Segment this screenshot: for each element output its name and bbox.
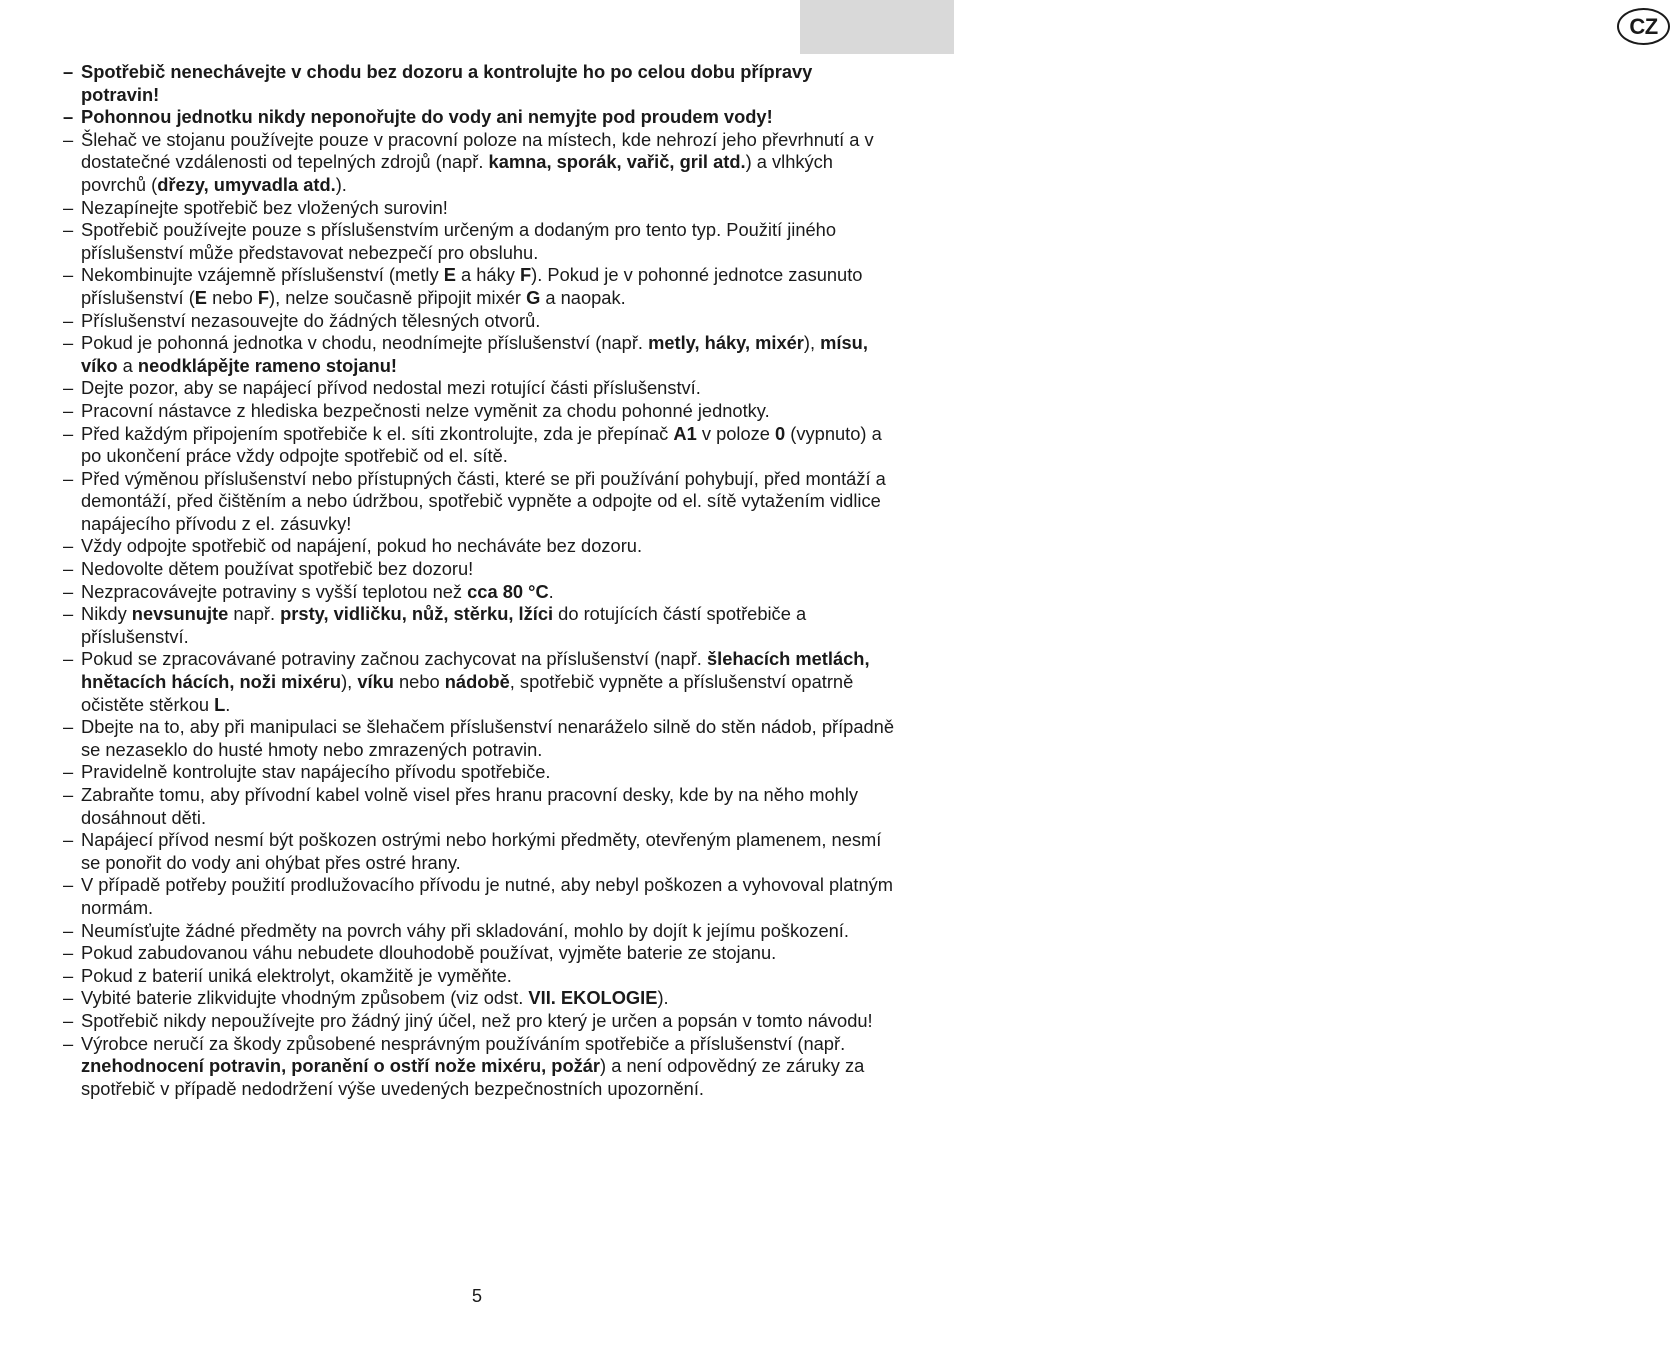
- item-text: a naopak.: [540, 286, 626, 308]
- list-item: [63, 874, 895, 919]
- list-dash: –: [63, 784, 74, 805]
- item-text: .: [225, 693, 231, 715]
- list-dash: –: [63, 219, 74, 241]
- item-text: ) a vlhkých povrchů (: [81, 151, 833, 195]
- item-text: znehodnocení potravin, poranění o ostří nože mixéru, požár: [81, 1055, 601, 1077]
- list-dash: –: [63, 558, 74, 580]
- item-text: nádobě: [444, 671, 510, 693]
- list-item: [63, 423, 895, 468]
- item-text: metly, háky, mixér: [648, 332, 804, 354]
- list-item: [63, 987, 895, 1010]
- list-dash: –: [63, 332, 74, 354]
- list-item: [63, 468, 895, 536]
- list-dash: –: [63, 761, 74, 783]
- item-text: E: [443, 264, 456, 286]
- language-badge: CZ: [1617, 8, 1670, 45]
- item-text: ),: [341, 671, 358, 693]
- safety-instructions-list: [63, 61, 895, 1100]
- page-number: 5: [471, 1285, 483, 1306]
- item-text: Pracovní nástavce z hlediska bezpečnosti nelze vyměnit za chodu pohonné jednotky.: [81, 399, 770, 421]
- list-dash: –: [63, 61, 74, 82]
- list-dash: –: [63, 964, 74, 986]
- item-text: Nezpracovávejte potraviny s vyšší teplotou než: [81, 580, 468, 602]
- item-text: VII. EKOLOGIE: [528, 987, 658, 1009]
- list-item: [63, 219, 895, 264]
- list-dash: –: [63, 309, 74, 331]
- item-text: Nikdy: [81, 603, 132, 625]
- item-text: Pravidelně kontrolujte stav napájecího přívodu spotřebiče.: [81, 761, 551, 783]
- item-text: .: [548, 580, 554, 602]
- list-item: [63, 1033, 895, 1101]
- list-dash: –: [63, 919, 74, 941]
- list-dash: –: [63, 535, 74, 557]
- item-text: Neumísťujte žádné předměty na povrch váhy při skladování, mohlo by dojít k jejímu poškození.: [81, 919, 849, 941]
- item-text: E: [194, 286, 207, 308]
- item-text: Vždy odpojte spotřebič od napájení, pokud ho necháváte bez dozoru.: [81, 535, 643, 557]
- list-dash: –: [63, 264, 74, 286]
- list-item: [63, 400, 895, 423]
- item-text: nevsunujte: [131, 603, 229, 625]
- item-text: Spotřebič používejte pouze s příslušenstvím určeným a dodaným pro tento typ. Použití jiného příslušenství může představovat nebezpečí pro obsluhu.: [81, 219, 837, 263]
- item-text: ),: [803, 332, 821, 354]
- list-dash: –: [63, 1009, 74, 1031]
- item-text: např.: [228, 603, 281, 625]
- item-text: nebo: [393, 671, 445, 693]
- list-dash: –: [63, 422, 74, 444]
- item-text: dřezy, umyvadla atd.: [157, 173, 336, 195]
- item-text: ) a není odpovědný ze záruky za spotřebič v případě nedodržení výše uvedených bezpečnostních upozornění.: [81, 1055, 865, 1099]
- list-item: [63, 310, 895, 333]
- item-text: Před každým připojením spotřebiče k el. síti zkontrolujte, zda je přepínač: [81, 422, 674, 444]
- item-text: kamna, sporák, vařič, gril atd.: [488, 151, 746, 173]
- item-text: a: [117, 354, 138, 376]
- list-item: [63, 377, 895, 400]
- language-tab: [800, 0, 1658, 54]
- item-text: Příslušenství nezasouvejte do žádných tělesných otvorů.: [81, 309, 541, 331]
- item-text: v poloze: [696, 422, 776, 444]
- item-text: Šlehač ve stojanu používejte pouze v pracovní poloze na místech, kde nehrozí jeho převrhnutí a v dostatečné vzdálenosti od tepelných zdrojů (např.: [81, 128, 874, 173]
- item-text: ).: [335, 173, 347, 195]
- item-text: F: [519, 264, 532, 286]
- item-text: Před výměnou příslušenství nebo přístupných části, které se při používání pohybují, před montáží a demontáží, před čištěním a nebo údržbou, spotřebič vypněte a odpojte od el. sítě vytažením vidlice napájecího přívodu z el. zásuvky!: [81, 467, 886, 534]
- item-text: Pokud zabudovanou váhu nebudete dlouhodobě používat, vyjměte baterie ze stojanu.: [81, 942, 777, 964]
- list-dash: –: [63, 829, 74, 851]
- list-item: [63, 106, 895, 129]
- item-text: Pohonnou jednotku nikdy neponořujte do vody ani nemyjte pod proudem vody!: [81, 106, 773, 128]
- list-dash: –: [63, 128, 74, 150]
- list-dash: –: [63, 399, 74, 421]
- list-dash: –: [63, 942, 74, 964]
- item-text: Dbejte na to, aby při manipulaci se šlehačem příslušenství nenaráželo silně do stěn nádob, případně se nezaseklo do husté hmoty nebo zmrazených potravin.: [81, 716, 894, 760]
- item-text: Spotřebič nikdy nepoužívejte pro žádný jiný účel, než pro který je určen a popsán v tomto návodu!: [81, 1009, 873, 1031]
- list-dash: –: [63, 874, 74, 896]
- item-text: ), nelze současně připojit mixér: [269, 286, 527, 308]
- item-text: Nekombinujte vzájemně příslušenství (metly: [81, 264, 444, 286]
- item-text: víku: [357, 671, 394, 693]
- list-dash: –: [63, 580, 74, 602]
- item-text: F: [257, 286, 269, 308]
- list-item: [63, 942, 895, 965]
- item-text: (vypnuto) a po ukončení práce vždy odpojte spotřebič od el. sítě.: [81, 422, 882, 467]
- item-text: Dejte pozor, aby se napájecí přívod nedostal mezi rotující části příslušenství.: [81, 377, 701, 399]
- item-text: mísu, víko: [81, 332, 868, 376]
- item-text: neodklápějte rameno stojanu!: [137, 354, 397, 376]
- item-text: a háky: [455, 264, 520, 286]
- item-text: Napájecí přívod nesmí být poškozen ostrými nebo horkými předměty, otevřeným plamenem, nesmí se ponořit do vody ani ohýbat přes ostré hrany.: [81, 829, 882, 873]
- list-dash: –: [63, 196, 74, 218]
- item-text: Pokud z baterií uniká elektrolyt, okamžitě je vyměňte.: [81, 964, 512, 986]
- list-item: [63, 535, 895, 558]
- item-text: G: [526, 286, 541, 308]
- list-item: [63, 829, 895, 874]
- item-text: do rotujících částí spotřebiče a příslušenství.: [81, 603, 807, 647]
- list-item: [63, 716, 895, 761]
- item-text: V případě potřeby použití prodlužovacího přívodu je nutné, aby nebyl poškozen a vyhovoval platným normám.: [81, 874, 893, 918]
- list-item: [63, 920, 895, 943]
- list-item: [63, 761, 895, 784]
- list-dash: –: [63, 106, 74, 128]
- item-text: ).: [657, 987, 669, 1009]
- item-text: A1: [673, 422, 697, 444]
- item-text: Výrobce neručí za škody způsobené nesprávným používáním spotřebiče a příslušenství (např.: [81, 1032, 846, 1054]
- list-dash: –: [63, 1032, 74, 1054]
- item-text: , spotřebič vypněte a příslušenství opatrně očistěte stěrkou: [81, 671, 854, 715]
- list-item: [63, 784, 895, 829]
- item-text: šlehacích metlách, hnětacích hácích, noži mixéru: [81, 648, 870, 693]
- list-item: [63, 558, 895, 581]
- item-text: Vybité baterie zlikvidujte vhodným způsobem (viz odst.: [81, 987, 529, 1009]
- list-dash: –: [63, 377, 74, 399]
- item-text: Nedovolte dětem používat spotřebič bez dozoru!: [81, 558, 474, 580]
- list-item: [63, 603, 895, 648]
- list-item: [63, 581, 895, 604]
- list-item: [63, 332, 895, 377]
- list-item: [63, 264, 895, 309]
- list-dash: –: [63, 603, 74, 625]
- list-item: [63, 1010, 895, 1033]
- item-text: Zabraňte tomu, aby přívodní kabel volně visel přes hranu pracovní desky, kde by na něho mohly dosáhnout děti.: [81, 784, 859, 828]
- list-item: [63, 129, 895, 197]
- item-text: Spotřebič nenechávejte v chodu bez dozoru a kontrolujte ho po celou dobu přípravy potravin!: [81, 61, 813, 105]
- list-item: [63, 197, 895, 220]
- item-text: Pokud se zpracovávané potraviny začnou zachycovat na příslušenství (např.: [81, 648, 707, 670]
- item-text: nebo: [207, 286, 258, 308]
- list-dash: –: [63, 716, 74, 738]
- item-text: prsty, vidličku, nůž, stěrku, lžíci: [280, 603, 554, 625]
- list-dash: –: [63, 987, 74, 1009]
- list-dash: –: [63, 648, 74, 670]
- list-item: [63, 648, 895, 716]
- item-text: 0: [775, 422, 786, 444]
- item-text: L: [214, 693, 226, 715]
- list-item: [63, 61, 895, 106]
- item-text: cca 80 °C: [467, 580, 549, 602]
- item-text: ). Pokud je v pohonné jednotce zasunuto příslušenství (: [81, 264, 863, 308]
- list-item: [63, 965, 895, 988]
- list-dash: –: [63, 467, 74, 489]
- item-text: Pokud je pohonná jednotka v chodu, neodnímejte příslušenství (např.: [81, 332, 649, 354]
- item-text: Nezapínejte spotřebič bez vložených surovin!: [81, 196, 448, 218]
